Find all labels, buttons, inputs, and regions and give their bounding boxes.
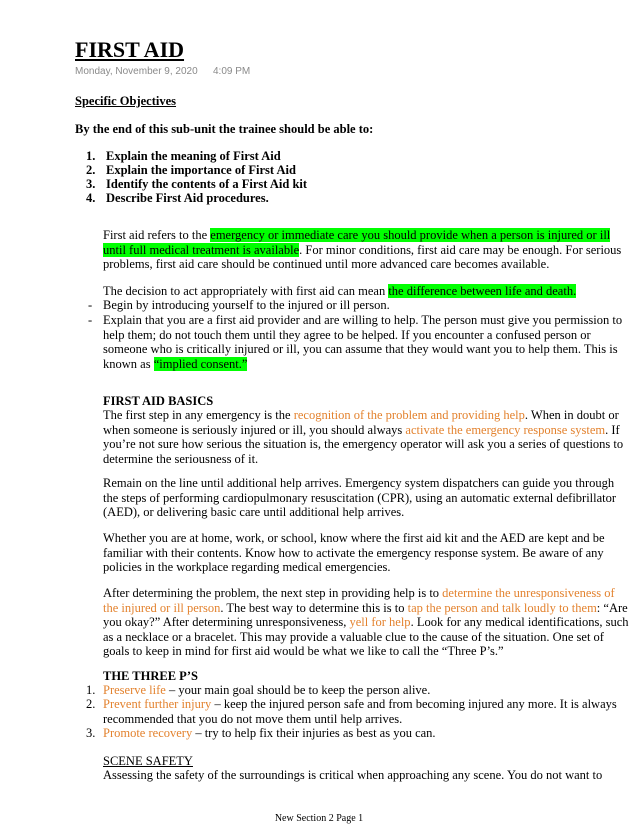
specific-objectives-heading: Specific Objectives — [75, 94, 177, 108]
note-date: Monday, November 9, 2020 — [75, 66, 198, 77]
bullet-dash: - — [88, 298, 93, 312]
highlighted-text: emergency or immediate care you should provide when a person is injured or ill until full medical treatment is available — [103, 228, 611, 257]
basics-paragraph-1: The first step in any emergency is the recognition of the problem and providing help. When in doubt or when someone is seriously injured or ill, you should always activate the emergency response system. If you’re not sure how serious the situation is, the emergency operator will ask you a series of questions to determine the seriousness of it. — [103, 408, 624, 466]
page-footer: New Section 2 Page 1 — [274, 813, 364, 824]
first-aid-definition-paragraph: First aid refers to the emergency or immediate care you should provide when a person is injured or ill until full medical treatment is available. For minor conditions, first aid care may be enough. For serious problems, first aid care should be continued until more advanced care becomes available. — [103, 228, 622, 272]
basics-heading: FIRST AID BASICS — [103, 394, 214, 408]
three-ps-item: Preserve life – your main goal should be to keep the person alive. — [103, 683, 431, 697]
bullet-consent: Explain that you are a first aid provider and are willing to help. The person must give you permission to help them; do not touch them until they agree to be helped. If you encounter a confused person or someone who is critically injured or ill, you can assume that they would want you to help them. This is known as “implied consent.” — [103, 313, 623, 371]
page-title: FIRST AID — [75, 37, 185, 62]
highlighted-text: “implied consent.” — [153, 356, 248, 371]
highlighted-text: the difference between life and death. — [388, 284, 577, 298]
list-number: 3. — [86, 726, 96, 740]
basics-paragraph-4: After determining the problem, the next step in providing help is to determine the unresponsiveness of the injured or ill person. The best way to determine this is to tap the person and talk loudly to them: “Are you okay?” After determining unresponsiveness, yell for help. Look for any medical identifications, such as a necklace or a bracelet. This may provide a valuable clue to the cause of the situation. One set of goals to keep in mind for first aid would be what we like to call the “Three P’s.” — [103, 586, 629, 659]
scene-safety-heading: SCENE SAFETY — [103, 754, 193, 768]
bullet-introduce: Begin by introducing yourself to the injured or ill person. — [103, 298, 390, 312]
note-time: 4:09 PM — [213, 66, 251, 77]
three-ps-item: Prevent further injury – keep the injured person safe and from becoming injured any more. It is always recommended that you do not move them until help arrives. — [103, 697, 617, 726]
list-number: 1. — [86, 683, 96, 697]
bullet-dash: - — [88, 313, 93, 327]
decision-paragraph: The decision to act appropriately with first aid can mean the difference between life and death. — [103, 284, 577, 298]
three-ps-heading: THE THREE P’S — [103, 669, 198, 683]
three-ps-item: Promote recovery – try to help fix their injuries as best as you can. — [103, 726, 436, 740]
basics-paragraph-2: Remain on the line until additional help arrives. Emergency system dispatchers can guide you through the steps of performing cardiopulmonary resuscitation (CPR), using an automatic external defibrillator (AED), or delivering basic care until additional help arrives. — [103, 476, 617, 520]
basics-paragraph-3: Whether you are at home, work, or school, know where the first aid kit and the AED are kept and be familiar with their contents. Know how to activate the emergency response system. Be aware of any policies in the workplace regarding medical emergencies. — [103, 531, 605, 575]
scene-safety-text: Assessing the safety of the surroundings is critical when approaching any scene. You do not want to — [103, 768, 603, 782]
list-number: 2. — [86, 697, 96, 711]
objectives-intro: By the end of this sub-unit the trainee should be able to: — [75, 122, 374, 136]
